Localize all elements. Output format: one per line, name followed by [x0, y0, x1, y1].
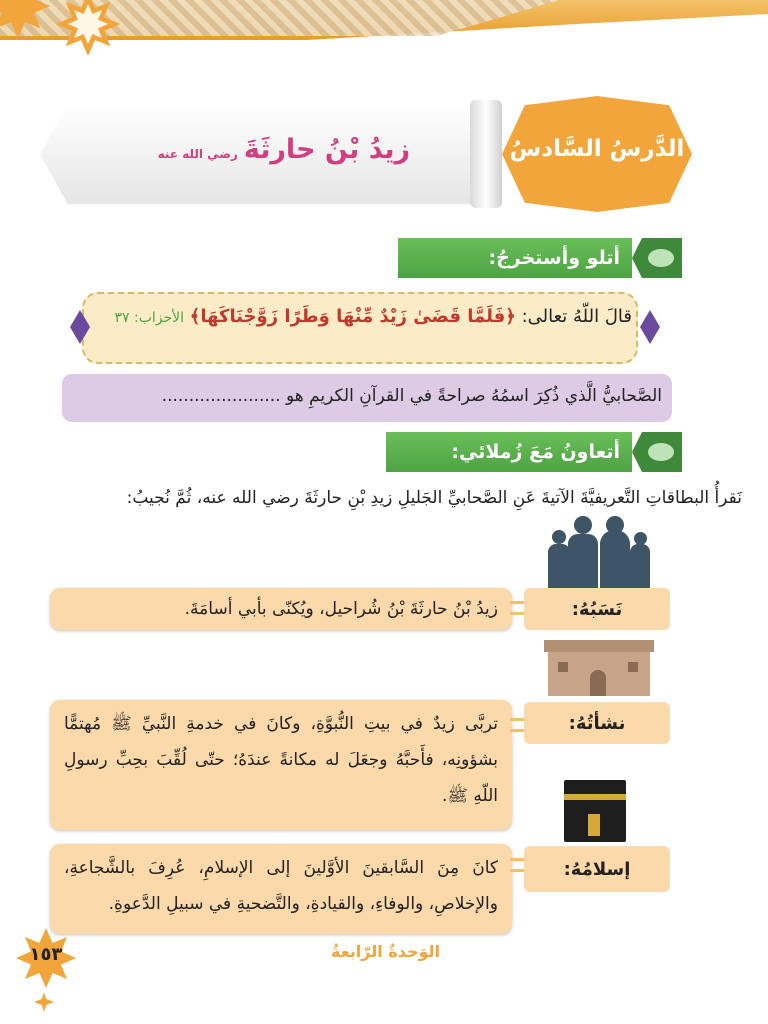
quran-reference: الأحزاب: ٣٧	[114, 310, 185, 326]
section-header-recite	[398, 238, 632, 278]
section-ornament-dot	[648, 249, 674, 267]
house-illustration	[544, 640, 654, 696]
page-number: ١٥٣	[29, 944, 63, 965]
islam-label: إسلامُهُ:	[524, 846, 670, 892]
upbringing-text: تربَّى زيدٌ في بيتِ النُّبوَّةِ، وكانَ في خدمةِ النَّبيِّ ﷺ مُهتمًّا بشؤونِه، فأَحبَّهُ وجعَلَ له مكانةً عندَهُ؛ حتّى لُقِّبَ بحِبِّ رسولِ اللّهِ ﷺ.	[64, 714, 498, 806]
lesson-title	[70, 134, 410, 165]
section-ornament-dot	[648, 443, 674, 461]
intro-instruction: نَقرأُ البطاقاتِ التَّعريفيَّةَ الآتيةَ عَنِ الصَّحابيِّ الجَليلِ زيدِ بْنِ حارثَةَ رضي الله عنه، ثُمَّ نُجيبُ:	[126, 488, 742, 508]
quran-line	[92, 306, 632, 327]
lesson-number: الدَّرسُ السَّادسُ	[509, 136, 685, 162]
unit-name: الوَحدةُ الرّابعةُ	[331, 942, 440, 961]
lineage-card	[50, 588, 512, 630]
upbringing-label: نشأتُهُ:	[524, 702, 670, 744]
section-title: أتعاونُ مَعَ زُملائي:	[451, 441, 620, 463]
section-header-cooperate	[386, 432, 632, 472]
quran-verse-box	[82, 292, 638, 364]
lesson-title-text: زيدُ بْنُ حارثَةَ	[243, 134, 410, 165]
question-text: الصَّحابيُّ الَّذي ذُكِرَ اسمُهُ صراحةً في القرآنِ الكريمِ هو ......................	[161, 386, 662, 406]
small-star-ornament	[34, 992, 54, 1012]
family-illustration	[544, 516, 654, 590]
diamond-ornament-icon	[640, 310, 660, 344]
corner-star-inner	[68, 4, 108, 44]
honorific: رضي الله عنه	[157, 147, 238, 161]
banner-roll	[470, 100, 502, 208]
quran-verse: ﴿فَلَمَّا قَضَىٰ زَيْدٌ مِّنْهَا وَطَرًا زَوَّجْنَاكَهَا﴾	[189, 306, 516, 327]
upbringing-card	[50, 700, 512, 830]
quran-intro: قالَ اللّهُ تعالى:	[521, 306, 632, 327]
kaaba-illustration	[558, 780, 632, 842]
islam-card	[50, 844, 512, 934]
lineage-text: زيدُ بْنُ حارثَةَ بْنُ شُراحيل، ويُكنّى بأبي أسامَةَ.	[184, 599, 498, 619]
lineage-label: نَسَبُهُ:	[524, 588, 670, 630]
islam-text: كانَ مِنَ السَّابقينَ الأوَّلينَ إلى الإسلامِ، عُرِفَ بالشَّجاعةِ، والإخلاصِ، والوفاءِ، والقيادةِ، والتَّضحيةِ في سبيلِ الدَّعوةِ.	[64, 858, 498, 914]
section-title: أتلو وأستخرجُ:	[488, 247, 620, 269]
